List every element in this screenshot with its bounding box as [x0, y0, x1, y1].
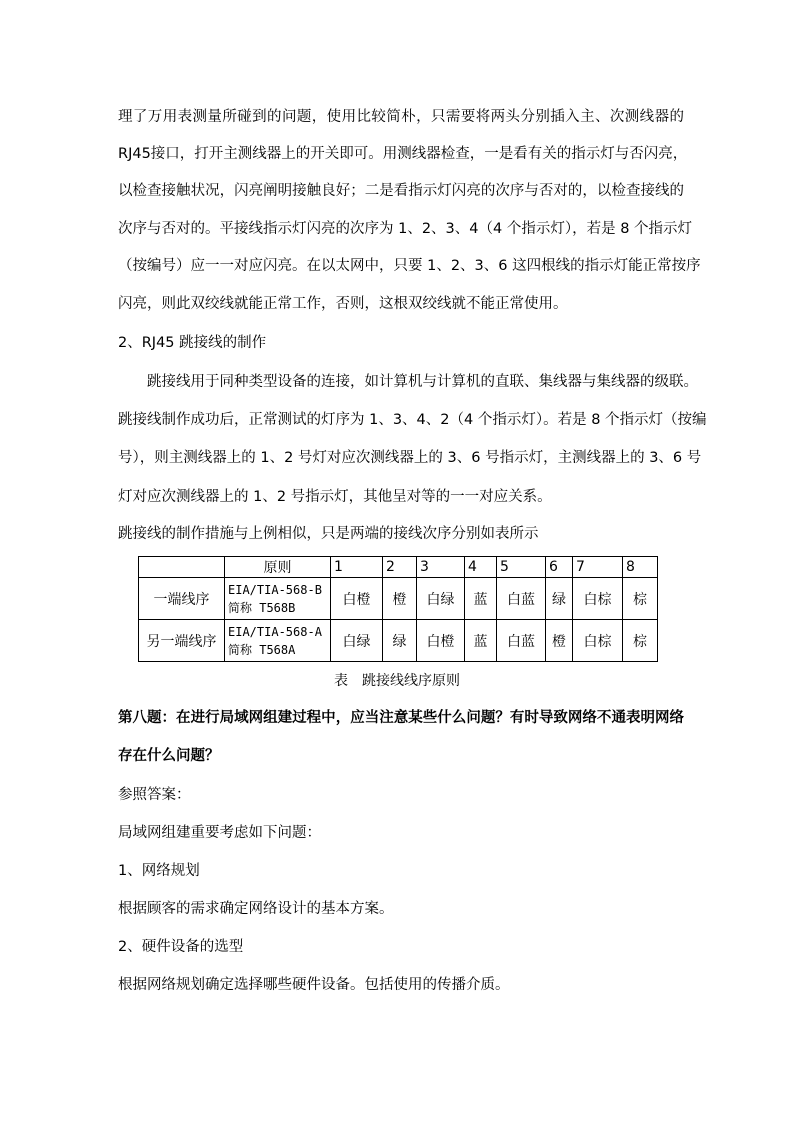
- table-cell: 白蓝: [497, 578, 546, 620]
- paragraph-line: 以检查接触状况，闪亮阐明接触良好；二是看指示灯闪亮的次序与否对的，以检查接线的: [118, 183, 684, 199]
- table-header-cell: 2: [383, 557, 417, 578]
- wiring-table: [138, 556, 658, 662]
- paragraph-line: 理了万用表测量所碰到的问题，使用比较简朴，只需要将两头分别插入主、次测线器的: [118, 109, 684, 125]
- table-cell: 橙: [546, 620, 573, 662]
- table-cell: 白棕: [573, 578, 623, 620]
- table-cell: 白橙: [331, 578, 383, 620]
- table-cell: 棕: [623, 620, 658, 662]
- item-text: 根据网络规划确定选择哪些硬件设备。包括使用的传播介质。: [118, 977, 510, 993]
- answer-intro: 局域网组建重要考虑如下问题：: [118, 825, 321, 841]
- table-cell: 蓝: [465, 578, 497, 620]
- question-heading: 第八题：在进行局域网组建过程中，应当注意某些什么问题？有时导致网络不通表明网络: [118, 710, 684, 726]
- answer-label: 参照答案：: [118, 787, 191, 803]
- table-cell: 白棕: [573, 620, 623, 662]
- item-title: 2、硬件设备的选型: [118, 939, 244, 955]
- standard-short: 简称 T568B: [228, 600, 296, 615]
- item-title: 1、网络规划: [118, 863, 200, 879]
- table-cell: 白蓝: [497, 620, 546, 662]
- standard-name: EIA/TIA-568-B: [228, 582, 322, 597]
- table-caption: 表 跳接线线序原则: [334, 673, 460, 689]
- table-header-cell: 7: [573, 557, 623, 578]
- paragraph-line: 跳接线用于同种类型设备的连接，如计算机与计算机的直联、集线器与集线器的级联。: [118, 374, 698, 390]
- standard-cell: [225, 578, 331, 620]
- table-header-cell: [139, 557, 225, 578]
- standard-cell: [225, 620, 331, 662]
- table-header-cell: 原则: [225, 557, 331, 578]
- table-cell: 白绿: [417, 578, 465, 620]
- standard-name: EIA/TIA-568-A: [228, 624, 322, 639]
- table-header-cell: 4: [465, 557, 497, 578]
- table-row: [139, 620, 658, 662]
- table-intro: 跳接线的制作措施与上例相似，只是两端的接线次序分别如表所示: [118, 526, 539, 542]
- table-header-cell: 1: [331, 557, 383, 578]
- paragraph-line: （按编号）应一一对应闪亮。在以太网中，只要 1、2、3、6 这四根线的指示灯能正常按序: [118, 258, 701, 274]
- table-cell: 白橙: [417, 620, 465, 662]
- paragraph-line: RJ45接口，打开主测线器上的开关即可。用测线器检查，一是看有关的指示灯与否闪亮，: [118, 146, 688, 162]
- row-label: 一端线序: [139, 578, 225, 620]
- paragraph-line: 跳接线制作成功后，正常测试的灯序为 1、3、4、2（4 个指示灯）。若是 8 个指示灯（按编: [118, 412, 707, 428]
- item-text: 根据顾客的需求确定网络设计的基本方案。: [118, 901, 394, 917]
- question-heading: 存在什么问题？: [118, 748, 220, 764]
- paragraph-line: 号），则主测线器上的 1、2 号灯对应次测线器上的 3、6 号指示灯，主测线器上的 3、6 号: [118, 450, 702, 466]
- table-cell: 绿: [383, 620, 417, 662]
- table-cell: 绿: [546, 578, 573, 620]
- standard-short: 简称 T568A: [228, 642, 296, 657]
- table-cell: 橙: [383, 578, 417, 620]
- paragraph-line: 次序与否对的。平接线指示灯闪亮的次序为 1、2、3、4（4 个指示灯），若是 8 个指示灯: [118, 221, 693, 237]
- row-label: 另一端线序: [139, 620, 225, 662]
- table-cell: 蓝: [465, 620, 497, 662]
- table-cell: 白绿: [331, 620, 383, 662]
- table-row: [139, 578, 658, 620]
- table-header-row: [139, 557, 658, 578]
- table-header-cell: 8: [623, 557, 658, 578]
- table-cell: 棕: [623, 578, 658, 620]
- table-header-cell: 3: [417, 557, 465, 578]
- table-header-cell: 6: [546, 557, 573, 578]
- paragraph-line: 灯对应次测线器上的 1、2 号指示灯，其他呈对等的一一对应关系。: [118, 489, 552, 505]
- table-header-cell: 5: [497, 557, 546, 578]
- section-heading: 2、RJ45 跳接线的制作: [118, 335, 267, 351]
- paragraph-line: 闪亮，则此双绞线就能正常工作，否则，这根双绞线就不能正常使用。: [118, 296, 568, 312]
